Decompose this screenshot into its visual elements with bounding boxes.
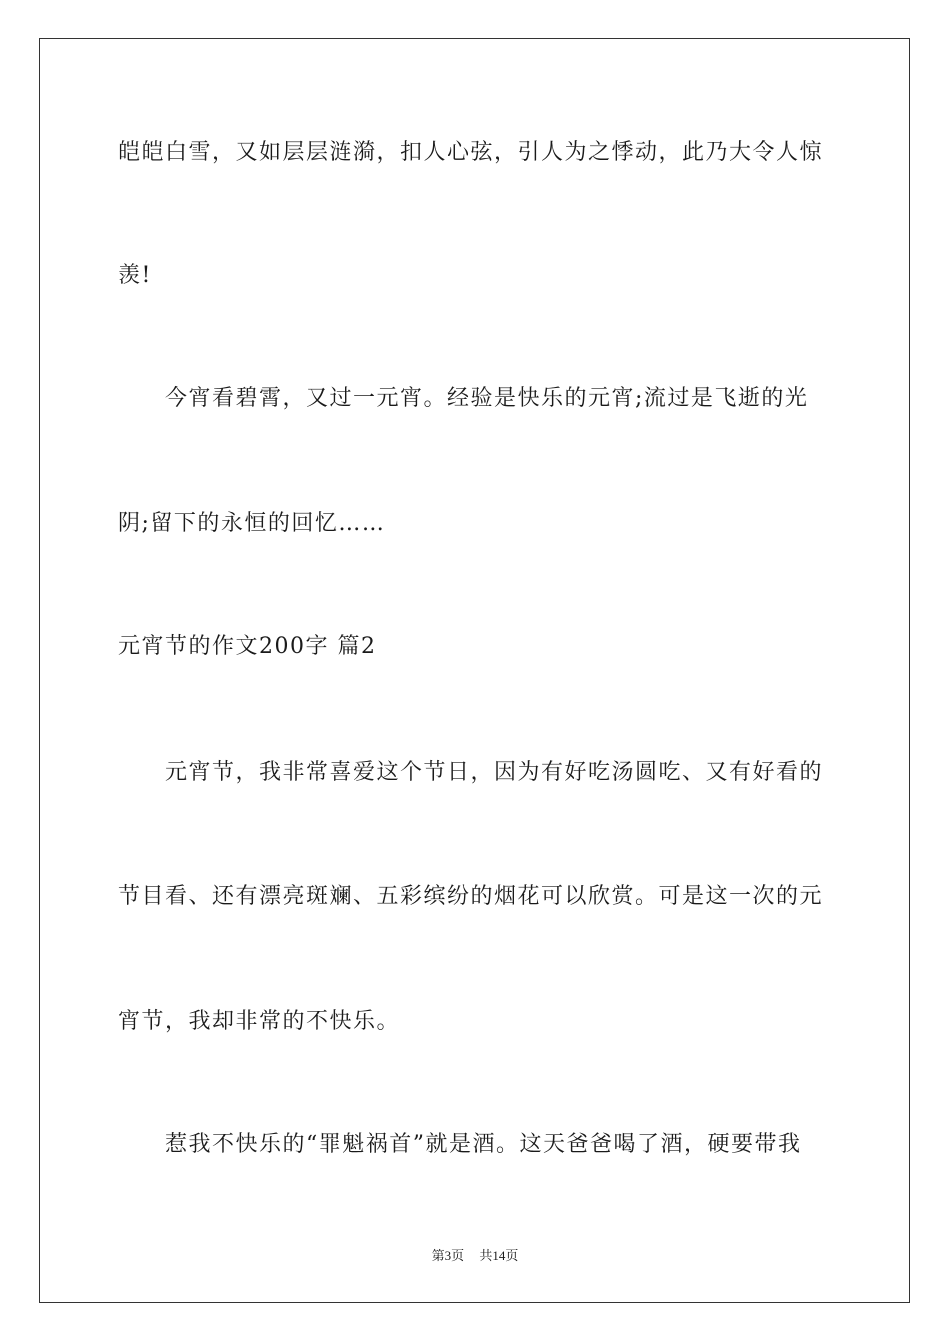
page-footer: [0, 1247, 950, 1265]
page-number: 第3页: [431, 1248, 465, 1263]
paragraph-line: 今宵看碧霄，又过一元宵。经验是快乐的元宵;流过是飞逝的光: [165, 386, 809, 411]
paragraph-line: 羡!: [118, 263, 152, 288]
paragraph-line: 皑皑白雪，又如层层涟漪，扣人心弦，引人为之悸动，此乃大令人惊: [118, 140, 824, 165]
paragraph-line: 元宵节，我非常喜爱这个节日，因为有好吃汤圆吃、又有好看的: [165, 760, 824, 785]
paragraph-line: 惹我不快乐的“罪魁祸首”就是酒。这天爸爸喝了酒，硬要带我: [165, 1132, 802, 1157]
page-total: 共14页: [479, 1248, 519, 1263]
section-heading: 元宵节的作文200字 篇2: [118, 634, 377, 659]
paragraph-line: 阴;留下的永恒的回忆……: [118, 511, 386, 536]
paragraph-line: 节目看、还有漂亮斑斓、五彩缤纷的烟花可以欣赏。可是这一次的元: [118, 884, 824, 909]
paragraph-line: 宵节，我却非常的不快乐。: [118, 1009, 401, 1034]
page-border: [39, 38, 910, 1303]
